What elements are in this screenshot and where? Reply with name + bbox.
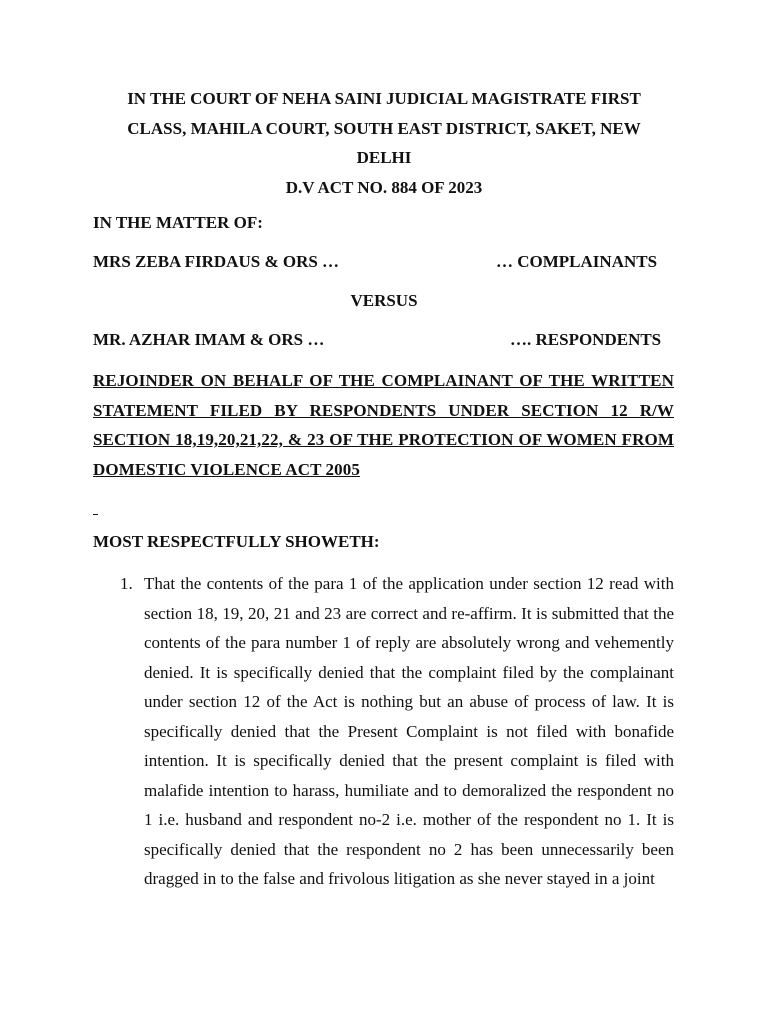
complainant-name: MRS ZEBA FIRDAUS & ORS …	[93, 252, 340, 271]
versus-label: VERSUS	[350, 291, 418, 310]
matter-heading: IN THE MATTER OF:	[93, 213, 263, 232]
paragraph-text: That the contents of the para 1 of the application under section 12 read with section 18, 19, 20, 21 and 23 are correct and re-affirm. It is submitted that the contents of the para number 1 of reply are absolutely wrong and vehemently denied. It is specifically denied that the complaint filed by the complainant under section 12 of the Act is nothing but an abuse of process of law. It is specifically denied that the Present Complaint is not filed with bonafide intention. It is specifically denied that the present complaint is filed with malafide intention to harass, humiliate and to demoralized the respondent no 1 i.e. husband and respondent no-2 i.e. mother of the respondent no 1. It is specifically denied that the respondent no 2 has been unnecessarily been dragged in to the false and frivolous litigation as she never stayed in a joint	[144, 574, 674, 888]
underline-marker	[93, 502, 98, 515]
respondent-role: …. RESPONDENTS	[510, 330, 662, 349]
court-header-line-1: IN THE COURT OF NEHA SAINI JUDICIAL MAGISTRATE FIRST	[127, 89, 641, 108]
complainant-role: … COMPLAINANTS	[496, 252, 658, 271]
court-header-line-2: CLASS, MAHILA COURT, SOUTH EAST DISTRICT, SAKET, NEW	[127, 118, 641, 138]
showeth-heading: MOST RESPECTFULLY SHOWETH:	[93, 532, 380, 551]
court-header	[93, 84, 675, 202]
paragraph-1	[93, 569, 674, 894]
case-number: D.V ACT NO. 884 OF 2023	[285, 177, 483, 197]
respondent-name: MR. AZHAR IMAM & ORS …	[93, 330, 325, 349]
rejoinder-title: REJOINDER ON BEHALF OF THE COMPLAINANT OF THE WRITTEN STATEMENT FILED BY RESPONDENTS UNDER SECTION 12 R/W SECTION 18,19,20,21,22, & 23 OF THE PROTECTION OF WOMEN FROM DOMESTIC VIOLENCE ACT 2005	[93, 371, 674, 479]
court-header-line-3: DELHI	[356, 148, 412, 167]
paragraph-number: 1.	[120, 574, 133, 593]
